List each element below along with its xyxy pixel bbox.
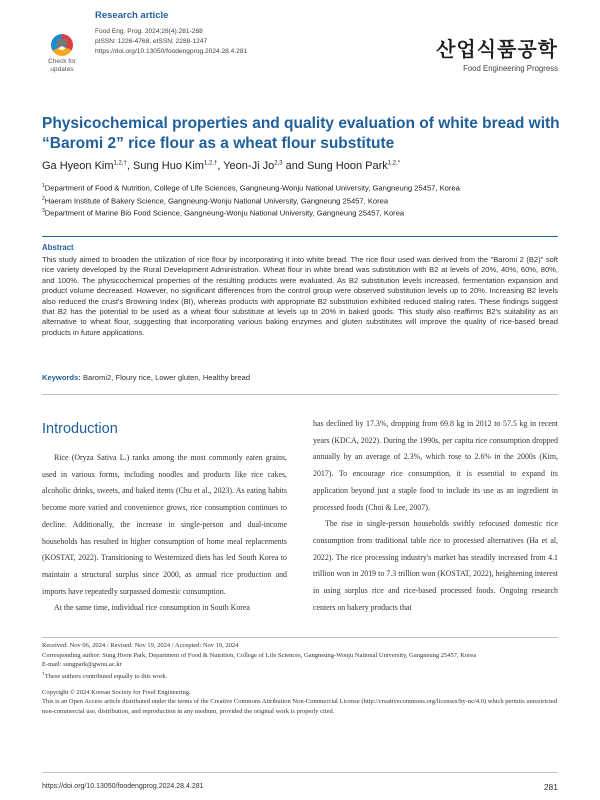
keywords	[42, 373, 250, 382]
abstract	[42, 236, 558, 338]
journal-meta	[95, 27, 247, 56]
author[interactable]: Ga Hyeon Kim$^{1,2,\dagger}$	[42, 160, 127, 172]
right-column	[313, 416, 558, 616]
issn: pISSN: 1226-4768, eISSN: 2288-1247	[95, 37, 208, 45]
article-dates: Received: Nov 06, 2024 / Revised: Nov 19, 2024 / Accepted: Nov 19, 2024	[42, 642, 239, 649]
section-heading-introduction: Introduction	[42, 421, 118, 437]
copyright: Copyright © 2024 Korean Society for Food Engineering.	[42, 688, 191, 696]
author[interactable]: Sung Hoon Park$^{1,2,*}$	[307, 160, 401, 172]
keywords-label: Keywords:	[42, 373, 81, 382]
license-text: This is an Open Access article distributed under the terms of the Creative Commons Attribution Non-Commercial License (http://creativecommons.org/licenses/by-nc/4.0) which permits unrestricted non-commercial use, distribution, and reproduction in any medium, provided the original work is properly cited.	[42, 698, 558, 715]
footnote-divider	[42, 637, 558, 638]
footer-doi[interactable]: https://doi.org/10.13050/foodengprog.2024.28.4.281	[42, 783, 204, 790]
doi-link[interactable]: https://doi.org/10.13050/foodengprog.2024.28.4.281	[95, 47, 248, 55]
author[interactable]: Sung Huo Kim$^{1,2,\dagger}$	[133, 160, 218, 172]
abstract-text: This study aimed to broaden the utilization of rice flour by incorporating it into white bread. The rice flour used was derived from the "Baromi 2 (B2)" soft rice variety developed by the Rural Development Administration. Wheat flour in white bread was substitution with B2 at levels of 20%, 40%, 60%, 80%, and 100%. The physicochemical properties of the resulting products were evaluated. As B2 substitution levels increased, fermentation expansion and product volume decreased. However, no significant differences from the control group were observed substitution levels up to 20%. Increasing B2 levels also reduced the crust's Browning Index (BI), whereas products with appropriate B2 substitution exhibited reduced staling rates. These findings suggest that B2 has the potential to be used as a wheat flour substitute at levels up to 20% in baked goods. This study also reaffirms B2's suitability as an alternative to wheat flour, suggesting that incorporating various baking enzymes and gluten substitutes will improve the quality of rice-based bread products in future applications.	[42, 255, 558, 337]
affiliations	[42, 181, 460, 219]
check-for-updates-label: Check for updates	[48, 58, 76, 73]
journal-logo-korean: 산업식품공학	[436, 37, 558, 61]
corresponding-author: Corresponding author: Sung Hoon Park, Department of Food & Nutrition, College of Life Sciences, Gangneung-Wonju National University, Gangneung 25457, Korea	[42, 651, 477, 659]
affiliation: $^3$Department of Marine Bio Food Science, Gangneung-Wonju National University, Gangneung 25457, Korea	[42, 208, 405, 218]
affiliation: $^1$Department of Food & Nutrition, College of Life Sciences, Gangneung-Wonju National University, Gangneung 25457, Korea	[42, 183, 460, 193]
paragraph: Rice (Oryza Sativa L.) ranks among the most commonly eaten grains, used in various forms, including noodles and products like rice cakes, alcoholic drinks, sweets, and baked items (Chu et al., 2023). As eating habits become more varied and convenience grows, rice consumption continues to decline. Additionally, the increase in single-person and dual-income households has resulted in higher consumption of home meal replacements (KOSTAT, 2022). Transitioning to Westernized diets has led South Korea to maintain a structural surplus since 2000, as annual rice production and imports have repeatedly surpassed domestic consumption.	[42, 453, 287, 596]
section-divider	[42, 394, 558, 395]
check-for-updates-badge[interactable]	[42, 34, 82, 78]
article-notes	[42, 641, 558, 716]
keywords-text: Baromi2, Floury rice, Lower gluten, Healthy bread	[82, 373, 251, 382]
paragraph: The rise in single-person households swiftly refocused domestic rice consumption from traditional table rice to processed alternatives (Ha et al, 2022). The rice processing industry's market has steadily increased from 4.1 trillion won in 2019 to 7.3 trillion won (KOSTAT, 2022), heightening interest in using surplus rice and rice-based processed foods. Ongoing research centers on bakery products that	[313, 519, 558, 612]
author[interactable]: Yeon-Ji Jo$^{2,3}$	[223, 160, 283, 172]
equal-contribution-note: †These authors contributed equally to this work.	[42, 670, 168, 680]
abstract-heading: Abstract	[42, 243, 74, 252]
article-type: Research article	[95, 10, 169, 21]
affiliation: $^2$Haeram Institute of Bakery Science, Gangneung-Wonju National University, Gangneung 25457, Korea	[42, 195, 389, 206]
footer-divider	[42, 772, 558, 773]
journal-name-english: Food Engineering Progress	[463, 64, 558, 73]
article-title: Physicochemical properties and quality evaluation of white bread with “Baromi 2” rice flour as a wheat flour substitute	[42, 115, 560, 152]
corresponding-email[interactable]: E-mail: sungpark@gwnu.ac.kr	[42, 661, 122, 669]
page-number: 281	[543, 782, 558, 792]
left-column	[42, 450, 287, 617]
author-list: Ga Hyeon Kim$^{1,2,\dagger}$, Sung Huo Kim$^{1,2,\dagger}$, Yeon-Ji Jo$^{2,3}$ and Sung Hoon Park$^{1,2,*}$	[42, 160, 401, 172]
paragraph: At the same time, individual rice consumption in South Korea	[54, 603, 250, 613]
citation: Food Eng. Prog. 2024;28(4):281-288	[95, 28, 203, 35]
paragraph: has declined by 17.3%, dropping from 69.8 kg in 2012 to 57.5 kg in recent years (KDCA, 2022). During the 1990s, per capita rice consumption dropped annually by an average of 2.3%, which rose to 2.6% in the 2000s (Kim, 2017). To encourage rice consumption, it is essential to expand its application beyond just a staple food to include its use as an ingredient in processed foods (Choi & Lee, 2007).	[313, 419, 558, 512]
